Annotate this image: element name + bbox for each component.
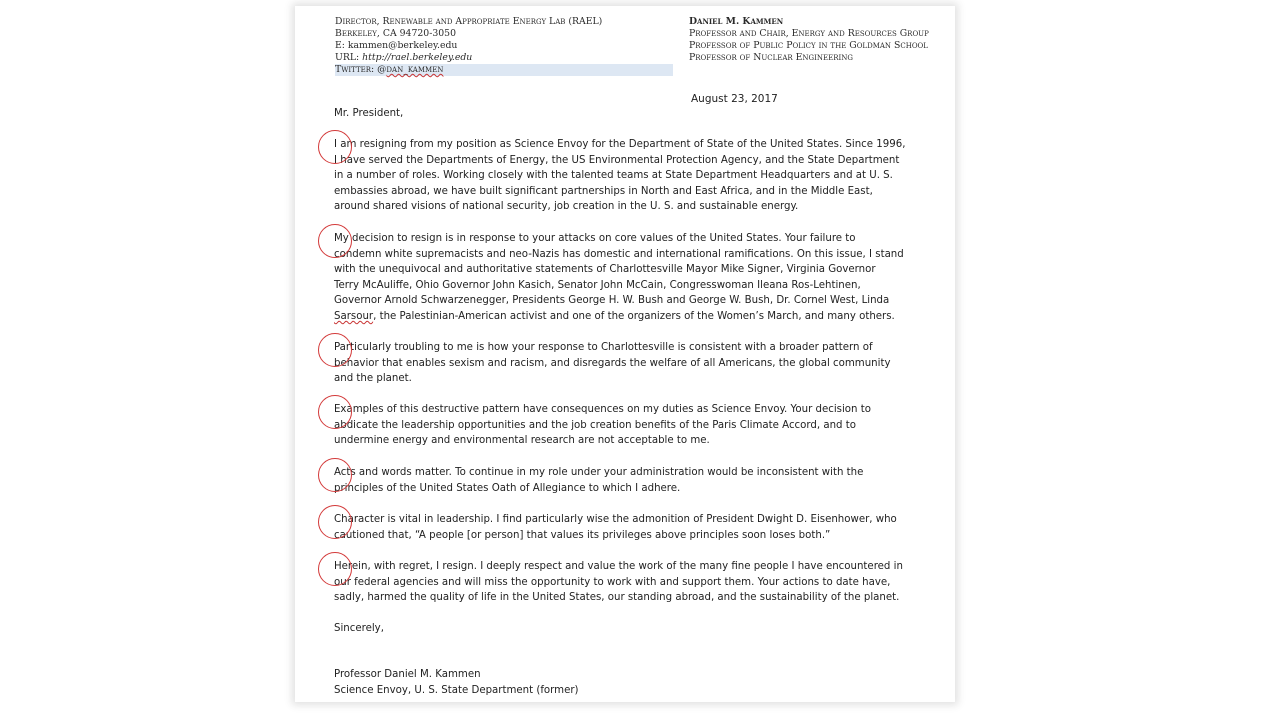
- paragraph-line: I have served the Departments of Energy, the US Environmental Protection Agency, and the State Department: [334, 154, 900, 166]
- paragraph-line: embassies abroad, we have built significant partnerships in North and East Africa, and in the Middle East,: [334, 185, 873, 197]
- paragraph-line: our federal agencies and will miss the opportunity to work with and support them. Your actions to date have,: [334, 576, 891, 588]
- author-title-3: Professor of Nuclear Engineering: [689, 52, 854, 63]
- paragraph-line: Character is vital in leadership. I find particularly wise the admonition of President Dwight D. Eisenhower, who: [334, 514, 897, 525]
- paragraph-line: Governor Arnold Schwarzenegger, Presidents George H. W. Bush and George W. Bush, Dr. Cornel West, Linda: [334, 295, 890, 307]
- signature-title: Science Envoy, U. S. State Department (former): [334, 684, 579, 696]
- url-label: URL:: [335, 52, 363, 63]
- author-title-2: Professor of Public Policy in the Goldman School: [689, 40, 928, 51]
- spellcheck-word: Sarsour: [334, 310, 374, 322]
- annotation-circle: [318, 224, 352, 258]
- address: Berkeley, CA 94720-3050: [335, 28, 456, 39]
- paragraph-line: cautioned that, “A people [or person] that values its privileges above principles soon loses both.”: [334, 529, 831, 541]
- letter-date: August 23, 2017: [691, 93, 778, 105]
- paragraph-line: [334, 309, 934, 325]
- annotation-circle: [318, 505, 352, 539]
- paragraph-line: Terry McAuliffe, Ohio Governor John Kasich, Senator John McCain, Congresswoman Ileana Ros-Lehtinen,: [334, 279, 861, 291]
- paragraph-line: Examples of this destructive pattern have consequences on my duties as Science Envoy. Your decision to: [334, 404, 871, 415]
- annotation-circle: [318, 458, 352, 492]
- annotation-circle: [318, 333, 352, 367]
- twitter-line: [335, 64, 673, 76]
- paragraph-line: My decision to resign is in response to your attacks on core values of the United States. Your failure to: [334, 233, 856, 244]
- twitter-handle[interactable]: dan_kammen: [386, 64, 444, 75]
- paragraph-1: [334, 137, 934, 215]
- closing-text: Sincerely,: [334, 623, 384, 634]
- paragraph-line: I am resigning from my position as Science Envoy for the Department of State of the United States. Since 1996,: [334, 139, 906, 150]
- paragraph-2: [334, 231, 934, 325]
- paragraph-line: principles of the United States Oath of Allegiance to which I adhere.: [334, 482, 681, 494]
- annotation-circle: [318, 552, 352, 586]
- letterhead-right: [689, 16, 951, 64]
- signature-block: [334, 667, 934, 698]
- paragraph-4: [334, 402, 934, 449]
- paragraph-line: abdicate the leadership opportunities and the job creation benefits of the Paris Climate Accord, and to: [334, 419, 856, 431]
- letter-page: [295, 6, 955, 702]
- paragraph-3: [334, 340, 934, 387]
- paragraph-5: [334, 465, 934, 496]
- paragraph-line: behavior that enables sexism and racism, and disregards the welfare of all Americans, the global community: [334, 357, 891, 369]
- paragraph-7: [334, 559, 934, 606]
- author-name: Daniel M. Kammen: [689, 16, 784, 27]
- twitter-label: Twitter: @: [335, 64, 387, 75]
- signature-name: Professor Daniel M. Kammen: [334, 669, 481, 680]
- url-link[interactable]: http://rael.berkeley.edu: [362, 52, 473, 63]
- lab-title: Director, Renewable and Appropriate Energy Lab (RAEL): [335, 16, 603, 27]
- annotation-circle: [318, 130, 352, 164]
- paragraph-line: sadly, harmed the quality of life in the United States, our standing abroad, and the sustainability of the planet.: [334, 592, 900, 604]
- paragraph-line: in a number of roles. Working closely with the talented teams at State Department Headquarters and at U. S.: [334, 170, 893, 182]
- author-title-1: Professor and Chair, Energy and Resources Group: [689, 28, 929, 39]
- paragraph-line: undermine energy and environmental research are not acceptable to me.: [334, 435, 710, 447]
- paragraph-line: and the planet.: [334, 373, 412, 385]
- paragraph-line: Particularly troubling to me is how your response to Charlottesville is consistent with a broader pattern of: [334, 342, 873, 353]
- paragraph-line-rest: , the Palestinian-American activist and one of the organizers of the Women’s March, and many others.: [373, 310, 895, 322]
- paragraph-line: around shared visions of national security, job creation in the U. S. and sustainable energy.: [334, 201, 799, 213]
- letterhead-left: [335, 16, 675, 76]
- email: E: kammen@berkeley.edu: [335, 40, 458, 51]
- paragraph-line: Herein, with regret, I resign. I deeply respect and value the work of the many fine people I have encountered in: [334, 561, 903, 572]
- salutation: [334, 106, 934, 122]
- salutation-text: Mr. President,: [334, 108, 404, 119]
- paragraph-6: [334, 512, 934, 543]
- paragraph-line: condemn white supremacists and neo-Nazis has domestic and international ramifications. On this issue, I stand: [334, 248, 904, 260]
- closing: [334, 621, 934, 637]
- paragraph-line: Acts and words matter. To continue in my role under your administration would be inconsistent with the: [334, 467, 864, 478]
- url-line: [335, 52, 675, 64]
- paragraph-line: with the unequivocal and authoritative statements of Charlottesville Mayor Mike Signer, Virginia Governor: [334, 264, 876, 276]
- annotation-circle: [318, 395, 352, 429]
